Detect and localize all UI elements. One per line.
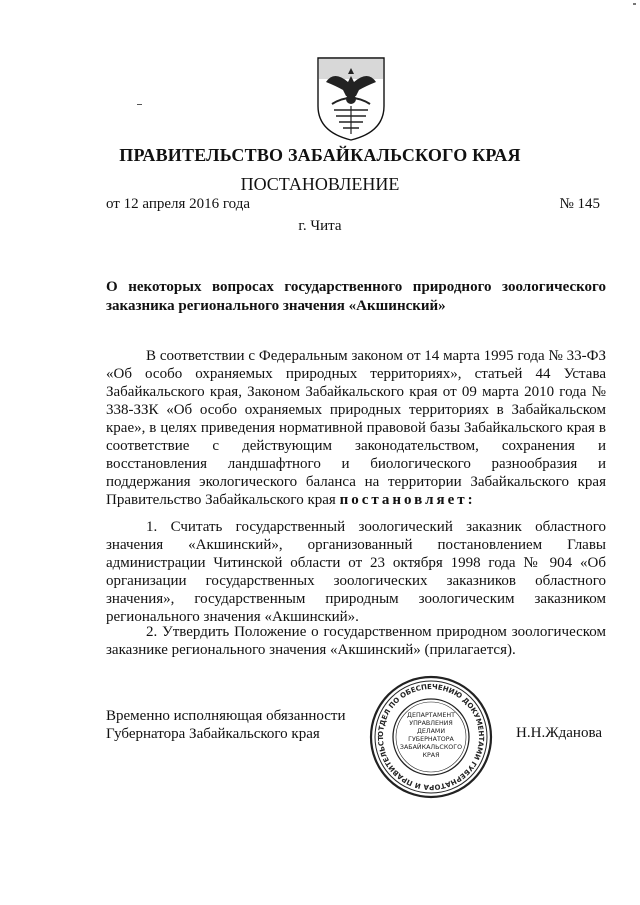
document-title: О некоторых вопросах государственного природного зоологического заказника регионального значения «Акшинский» [106,279,606,314]
document-date: от 12 апреля 2016 года [106,196,251,212]
stamp-line-2: УПРАВЛЕНИЯ [409,720,453,727]
signatory-position-line1: Временно исполняющая обязанности [106,708,346,724]
stamp-line-4: ГУБЕРНАТОРА [408,736,454,743]
document-number: № 145 [559,196,600,212]
government-name: ПРАВИТЕЛЬСТВО ЗАБАЙКАЛЬСКОГО КРАЯ [119,145,521,165]
signatory-name: Н.Н.Жданова [516,725,602,741]
signatory-position-line2: Губернатора Забайкальского края [106,726,320,742]
item-1-paragraph: 1. Считать государственный зоологический заказник областного значения «Акшинский», организованный постановлением Главы администрации Читинской области от 23 октября 1998 года № 904 «Об организации государственных зоологических заказников областного значения», государственным природным зоологическим заказником регионального значения «Акшинский». [106,519,606,625]
scan-artifact-dash [137,104,142,105]
stamp-line-5: ЗАБАЙКАЛЬСКОГО [399,744,463,751]
official-stamp-icon [369,675,493,799]
resolves-word: постановляет: [339,492,476,508]
stamp-line-1: ДЕПАРТАМЕНТ [407,712,455,719]
scan-artifact [633,3,636,5]
stamp-outer-text: ОТДЕЛ ПО ОБЕСПЕЧЕНИЮ ДОКУМЕНТАМИ ГУБЕРНАТОРА И ПРАВИТЕЛЬСТ [376,682,486,792]
coat-of-arms-icon [312,52,390,142]
stamp-line-6: КРАЯ [422,752,440,759]
item-2-paragraph: 2. Утвердить Положение о государственном природном зоологическом заказнике регионального значения «Акшинский» (прилагается). [106,624,606,658]
document-city: г. Чита [298,218,342,234]
signatory-position [106,707,346,743]
document-type: ПОСТАНОВЛЕНИЕ [240,174,400,194]
intro-paragraph [106,347,606,509]
stamp-line-3: ДЕЛАМИ [416,728,446,735]
intro-text: В соответствии с Федеральным законом от 14 марта 1995 года № 33-ФЗ «Об особо охраняемых природных территориях», статьей 44 Устава Забайкальского края, Законом Забайкальского края от 09 марта 2010 года № 338-ЗЗК «Об особо охраняемых природных территориях в Забайкальском крае», в целях приведения нормативной правовой базы Забайкальского края в соответствие с действующим законодательством, сохранения и восстановления ландшафтного и биологического разнообразия и поддержания экологического баланса на территории Забайкальского края Правительство Забайкальского края [106,348,606,508]
